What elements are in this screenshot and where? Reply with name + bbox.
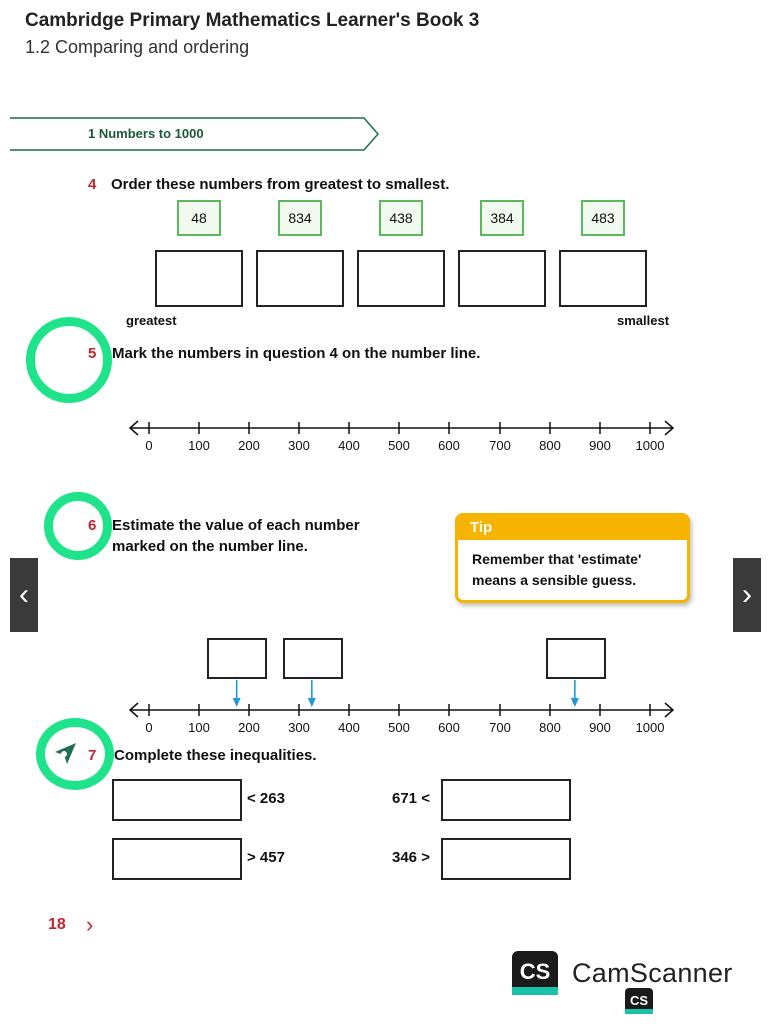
annotation-circle — [44, 492, 112, 560]
chevron-right-icon: › — [742, 578, 752, 611]
tick-label: 1000 — [635, 438, 665, 453]
number-card: 483 — [581, 200, 625, 236]
tick-label: 200 — [238, 438, 260, 453]
tick-label: 600 — [438, 720, 460, 735]
inequality-answer-box-1[interactable] — [112, 779, 242, 821]
cursor-pointer-icon — [52, 740, 78, 766]
order-answer-box-5[interactable] — [559, 250, 647, 307]
inequality-operator: < 263 — [247, 790, 285, 807]
annotation-circle — [26, 317, 112, 403]
tick-label: 300 — [288, 438, 310, 453]
tip-line-1: Remember that 'estimate' — [472, 551, 642, 567]
question-4-text: Order these numbers from greatest to smallest. — [111, 176, 450, 193]
svg-text:CS: CS — [629, 993, 649, 1008]
tick-label: 900 — [589, 720, 611, 735]
number-line-q5 — [120, 412, 690, 462]
tip-line-2: means a sensible guess. — [472, 572, 637, 588]
estimate-answer-box-1[interactable] — [207, 638, 267, 679]
question-6-text-line1: Estimate the value of each number — [112, 517, 360, 534]
question-6-number: 6 — [88, 517, 97, 534]
tick-label: 500 — [388, 438, 410, 453]
inequality-answer-box-2[interactable] — [441, 779, 571, 821]
tick-label: 100 — [188, 720, 210, 735]
tip-heading: Tip — [458, 516, 687, 540]
tick-label: 300 — [288, 720, 310, 735]
question-7-number: 7 — [88, 747, 97, 764]
number-card: 48 — [177, 200, 221, 236]
tick-label: 200 — [238, 720, 260, 735]
tick-label: 600 — [438, 438, 460, 453]
tick-label: 800 — [539, 720, 561, 735]
order-answer-box-2[interactable] — [256, 250, 344, 307]
greatest-label: greatest — [126, 313, 177, 328]
inequality-operator: 346 > — [392, 849, 430, 866]
tick-label: 1000 — [635, 720, 665, 735]
book-title: Cambridge Primary Mathematics Learner's Book 3 — [25, 10, 480, 31]
chapter-label: 1 Numbers to 1000 — [88, 126, 204, 141]
tick-label: 700 — [489, 438, 511, 453]
number-card: 834 — [278, 200, 322, 236]
inequality-answer-box-3[interactable] — [112, 838, 242, 880]
tick-label: 0 — [145, 438, 153, 453]
marker-arrow-head — [571, 698, 579, 707]
camscanner-logo — [512, 951, 558, 995]
chevron-right-icon[interactable]: › — [86, 912, 94, 937]
estimate-answer-box-3[interactable] — [546, 638, 606, 679]
marker-arrow-head — [233, 698, 241, 707]
question-4-number: 4 — [88, 176, 97, 193]
tick-label: 500 — [388, 720, 410, 735]
question-5-text: Mark the numbers in question 4 on the number line. — [112, 345, 481, 362]
marker-arrow-head — [308, 698, 316, 707]
smallest-label: smallest — [617, 313, 670, 328]
camscanner-logo-text: CS — [519, 959, 551, 984]
number-card: 384 — [480, 200, 524, 236]
camscanner-small-logo — [625, 988, 653, 1014]
tick-label: 800 — [539, 438, 561, 453]
question-5-number: 5 — [88, 345, 97, 362]
tick-label: 400 — [338, 720, 360, 735]
prev-page-button[interactable] — [10, 558, 38, 632]
estimate-answer-box-2[interactable] — [283, 638, 343, 679]
tick-label: 0 — [145, 720, 153, 735]
camscanner-brand: CamScanner — [572, 958, 733, 988]
tick-label: 700 — [489, 720, 511, 735]
question-6-text-line2: marked on the number line. — [112, 538, 308, 555]
tick-label: 400 — [338, 438, 360, 453]
tip-card — [455, 513, 690, 603]
section-title: 1.2 Comparing and ordering — [25, 37, 250, 57]
number-card: 438 — [379, 200, 423, 236]
tick-label: 900 — [589, 438, 611, 453]
next-page-button[interactable] — [733, 558, 761, 632]
chevron-left-icon: ‹ — [19, 578, 29, 611]
inequality-operator: 671 < — [392, 790, 430, 807]
order-answer-box-4[interactable] — [458, 250, 546, 307]
question-7-text: Complete these inequalities. — [114, 747, 317, 764]
page-number: 18 — [48, 916, 66, 933]
tick-label: 100 — [188, 438, 210, 453]
order-answer-box-3[interactable] — [357, 250, 445, 307]
order-answer-box-1[interactable] — [155, 250, 243, 307]
inequality-operator: > 457 — [247, 849, 285, 866]
number-line-q6 — [120, 678, 690, 744]
inequality-answer-box-4[interactable] — [441, 838, 571, 880]
